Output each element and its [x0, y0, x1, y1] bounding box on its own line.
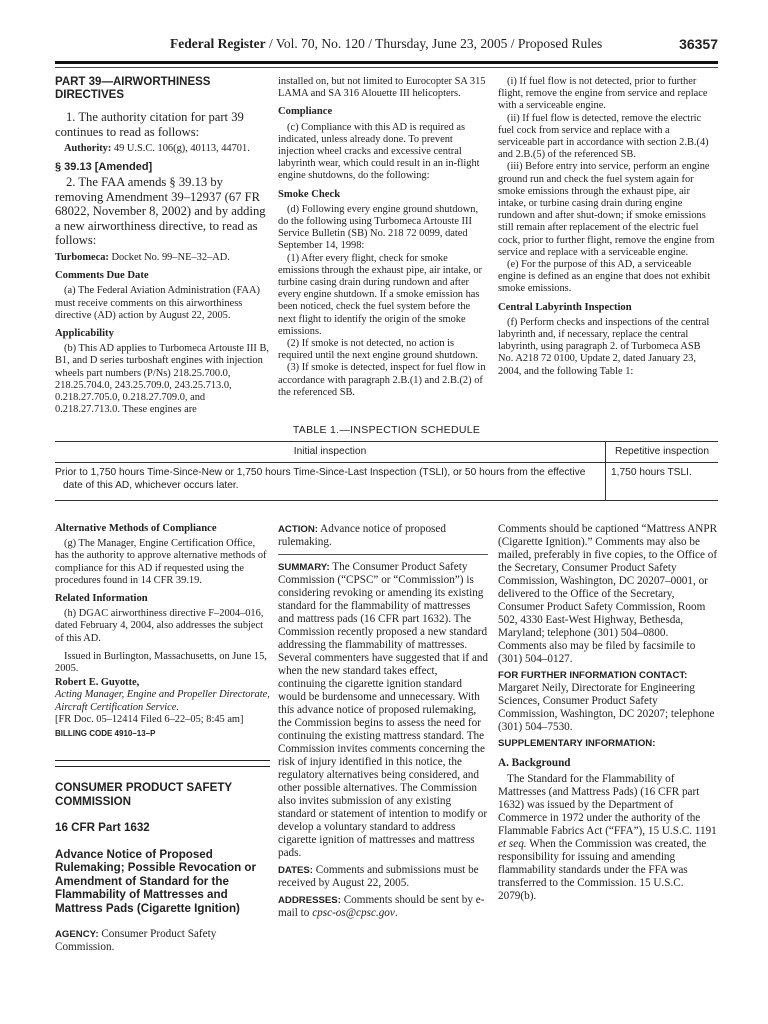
lower-column-3: [498, 523, 718, 903]
subheading-related: Related Information: [55, 593, 148, 605]
subheading-smoke-check: Smoke Check: [278, 188, 341, 200]
table-title: TABLE 1.—INSPECTION SCHEDULE: [292, 424, 481, 436]
paragraph: (d) Following every engine ground shutdown, do the following using Turbomeca Artouste III Service Bulletin (SB) No. 218 72 0099, dated September 14, 1998:: [278, 203, 479, 252]
subheading-amoc: Alternative Methods of Compliance: [55, 523, 217, 534]
agency-line: [55, 928, 270, 954]
text: When the Commission was created, the responsibility for issuing and amending flammability standards under the FFA was transferred to the Commission. 15 U.S.C. 2079(b).: [498, 838, 707, 902]
subheading-labyrinth: Central Labyrinth Inspection: [498, 301, 632, 313]
dates-label: DATES:: [278, 865, 313, 876]
divider: [278, 554, 488, 555]
cfr-heading: 16 CFR Part 1632: [55, 821, 150, 835]
paragraph: (3) If smoke is detected, inspect for fuel flow in accordance with paragraph 2.B.(1) and 2.B.(2) of the referenced SB.: [278, 362, 486, 398]
agency-heading: CONSUMER PRODUCT SAFETY COMMISSION: [55, 781, 232, 808]
paragraph: (e) For the purpose of this AD, a serviceable engine is defined as an engine that does not exhibit smoke emissions.: [498, 259, 711, 295]
paragraph: (b) This AD applies to Turbomeca Artouste III B, B1, and D series turboshaft engines with injection wheels part numbers (P/Ns) 218.25.700.0, 218.25.704.0, 243.25.709.0, 243.25.713.0, 0.218.27.705.0, 0.218.27.709.0, and 0.218.27.713.0. These engines are: [55, 343, 270, 416]
paragraph: (1) After every flight, check for smoke emissions through the exhaust pipe, air intake, or turbine casing drain during rundown and after every engine shutdown. If a smoke emission has been noticed, check the fuel system before the next flight to identify the origin of the smoke emissions.: [278, 252, 483, 337]
table-cell: Prior to 1,750 hours Time-Since-New or 1,750 hours Time-Since-Last Inspection (TSLI), or 50 hours from the effective date of this AD, whichever occurs later.: [55, 463, 606, 501]
header-rule-thin: [55, 67, 718, 68]
dates-text: Comments and submissions must be received by August 22, 2005.: [278, 864, 479, 889]
column-3: [498, 76, 718, 378]
addresses: [278, 894, 488, 920]
action-label: ACTION:: [278, 524, 318, 535]
authority-label: Authority:: [64, 143, 112, 154]
punctuation: .: [394, 907, 398, 919]
paragraph: (i) If fuel flow is not detected, prior to further flight, remove the engine from service and replace with a serviceable engine.: [498, 76, 708, 112]
authority-citation: [55, 143, 270, 155]
contact-text: Margaret Neily, Directorate for Engineering Sciences, Consumer Product Safety Commission, Washington, DC 20207; telephone (301) 504–7530.: [498, 682, 715, 733]
paragraph: (g) The Manager, Engine Certification Office, has the authority to approve alternative methods of compliance for this AD if requested using the procedures found in 14 CFR 39.19.: [55, 538, 267, 586]
issue-info: / Vol. 70, No. 120 / Thursday, June 23, 2005 / Proposed Rules: [265, 36, 603, 51]
table-cell: 1,750 hours TSLI.: [606, 463, 719, 501]
paragraph: (a) The Federal Aviation Administration (FAA) must receive comments on this airworthiness directive (AD) action by August 22, 2005.: [55, 285, 260, 321]
column-2: [278, 76, 488, 399]
supplementary-label: SUPPLEMENTARY INFORMATION:: [498, 738, 656, 749]
action-line: [278, 523, 488, 549]
paragraph: (f) Perform checks and inspections of the central labyrinth and, if necessary, replace the central labyrinth, using paragraph 2. of Turbomeca ASB No. A218 72 0100, Update 2, dated January 23, 2004, and the following Table 1:: [498, 316, 710, 377]
paragraph: (ii) If fuel flow is detected, remove the electric fuel cock from service and replace with a serviceable part in accordance with section 2.B.(4) and 2.B.(5) of the referenced SB.: [498, 112, 709, 161]
publication-name: Federal Register: [170, 36, 266, 51]
document-title: Advance Notice of Proposed Rulemaking; Possible Revocation or Amendment of Standard for the Flammability of Mattresses and Mattress Pads (Cigarette Ignition): [55, 847, 257, 915]
lower-column-2: [278, 523, 488, 920]
action-text: Advance notice of proposed rulemaking.: [278, 523, 446, 548]
paragraph: 1. The authority citation for part 39 continues to read as follows:: [55, 110, 244, 139]
contact-label: FOR FURTHER INFORMATION CONTACT:: [498, 670, 688, 681]
page-number: 36357: [679, 36, 718, 52]
header-rule: [55, 61, 718, 64]
issued-statement: Issued in Burlington, Massachusetts, on June 15, 2005.: [55, 650, 267, 675]
summary-text: The Consumer Product Safety Commission (“CPSC” or “Commission”) is considering revoking or amending its existing standard for the flammability of mattresses and mattress pads (16 CFR part 1632). The Commission recently proposed a new standard addressing the flammability of mattresses. Several commenters have suggested that if and when the new standard takes effect, continuing the cigarette ignition standard would be burdensome and unnecessary. With this advance notice of proposed rulemaking, the Commission begins to assess the need for continuing the existing mattress standard. The Commission invites comments concerning the risk of injury identified in this notice, the regulatory alternatives being considered, and other possible alternatives. The Commission also invites submission of any existing standard or statement of intention to modify or develop a voluntary standard to address cigarette ignition of mattresses and mattress pads.: [278, 561, 489, 859]
signer-title: Acting Manager, Engine and Propeller Directorate, Aircraft Certification Service.: [55, 689, 270, 713]
subheading-compliance: Compliance: [278, 106, 333, 118]
page-header: [55, 36, 718, 56]
paragraph: installed on, but not limited to Eurocopter SA 315 LAMA and SA 316 Alouette III helicopters.: [278, 76, 486, 100]
docket-line: [55, 252, 270, 264]
dates: [278, 864, 488, 890]
text: The Standard for the Flammability of Mattresses (and Mattress Pads) (16 CFR part 1632) was issued by the Department of Commerce in 1972 under the authority of the Flammable Fabrics Act (“FFA”), 15 U.S.C. 1191: [498, 773, 717, 837]
table-row: [55, 463, 718, 501]
fr-doc-line: [FR Doc. 05–12414 Filed 6–22–05; 8:45 am]: [55, 713, 244, 725]
background-paragraph: [498, 773, 718, 903]
part-heading: PART 39—AIRWORTHINESS DIRECTIVES: [55, 76, 211, 101]
paragraph: (2) If smoke is not detected, no action is required until the next engine ground shutdown.: [278, 338, 478, 362]
paragraph: Comments should be captioned “Mattress ANPR (Cigarette Ignition).” Comments may also be mailed, preferably in five copies, to the Office of the Secretary, Consumer Product Safety Commission, Washington, DC 20207–0001, or delivered to the Office of the Secretary, Consumer Product Safety Commission, Room 502, 4330 East-West Highway, Bethesda, Maryland; telephone (301) 504–0800. Comments also may be filed by facsimile to (301) 504–0127.: [498, 523, 718, 665]
subheading-comments-due: Comments Due Date: [55, 270, 149, 282]
paragraph: 2. The FAA amends § 39.13 by removing Amendment 39–12937 (67 FR 68022, November 8, 2002) and by adding a new airworthiness directive, to read as follows:: [55, 175, 266, 248]
text-italic: et seq.: [498, 838, 527, 850]
running-head: [170, 36, 602, 52]
signer-name: Robert E. Guyotte,: [55, 677, 140, 689]
lower-column-1: [55, 523, 270, 954]
inspection-schedule-table: [55, 441, 718, 501]
summary-label: SUMMARY:: [278, 562, 330, 573]
table-header: Repetitive inspection: [606, 442, 719, 463]
addresses-text: Comments should be sent by e-mail to: [278, 894, 485, 919]
paragraph: (c) Compliance with this AD is required as indicated, unless already done. To prevent injection wheel cracks and excessive central labyrinth wear, which could result in an in-flight engine shutdowns, do the following:: [278, 121, 480, 182]
authority-text: 49 U.S.C. 106(g), 40113, 44701.: [111, 143, 250, 154]
email-link[interactable]: cpsc-os@cpsc.gov: [312, 907, 395, 919]
paragraph: (h) DGAC airworthiness directive F–2004–016, dated February 4, 2004, also addresses the subject of this AD.: [55, 608, 264, 644]
paragraph: (iii) Before entry into service, perform an engine ground run and check the fuel system again for smoke emissions through the exhaust pipe, air intake, or turbine casing drain during engine rundown and after shut-down; if smoke emissions still remain after replacement of the electric fuel cock, prior to further flight, remove the engine from service and replace with a serviceable engine.: [498, 161, 715, 258]
docket-label: Turbomeca:: [55, 251, 109, 263]
column-1: [55, 76, 270, 416]
agency-text: Consumer Product Safety Commission.: [55, 928, 217, 954]
docket-text: Docket No. 99–NE–32–AD.: [108, 251, 230, 263]
section-heading: § 39.13 [Amended]: [55, 161, 153, 174]
billing-code: BILLING CODE 4910–13–P: [55, 729, 156, 739]
summary: [278, 561, 488, 860]
section-divider: [55, 760, 270, 767]
agency-label: AGENCY:: [55, 929, 99, 941]
subheading-applicability: Applicability: [55, 327, 114, 339]
table-header: Initial inspection: [55, 442, 606, 463]
amendatory-instruction-1: [55, 110, 270, 139]
addresses-label: ADDRESSES:: [278, 895, 341, 906]
amendatory-instruction-2: [55, 175, 270, 248]
table-header-row: [55, 442, 718, 463]
subheading-background: A. Background: [498, 757, 571, 769]
